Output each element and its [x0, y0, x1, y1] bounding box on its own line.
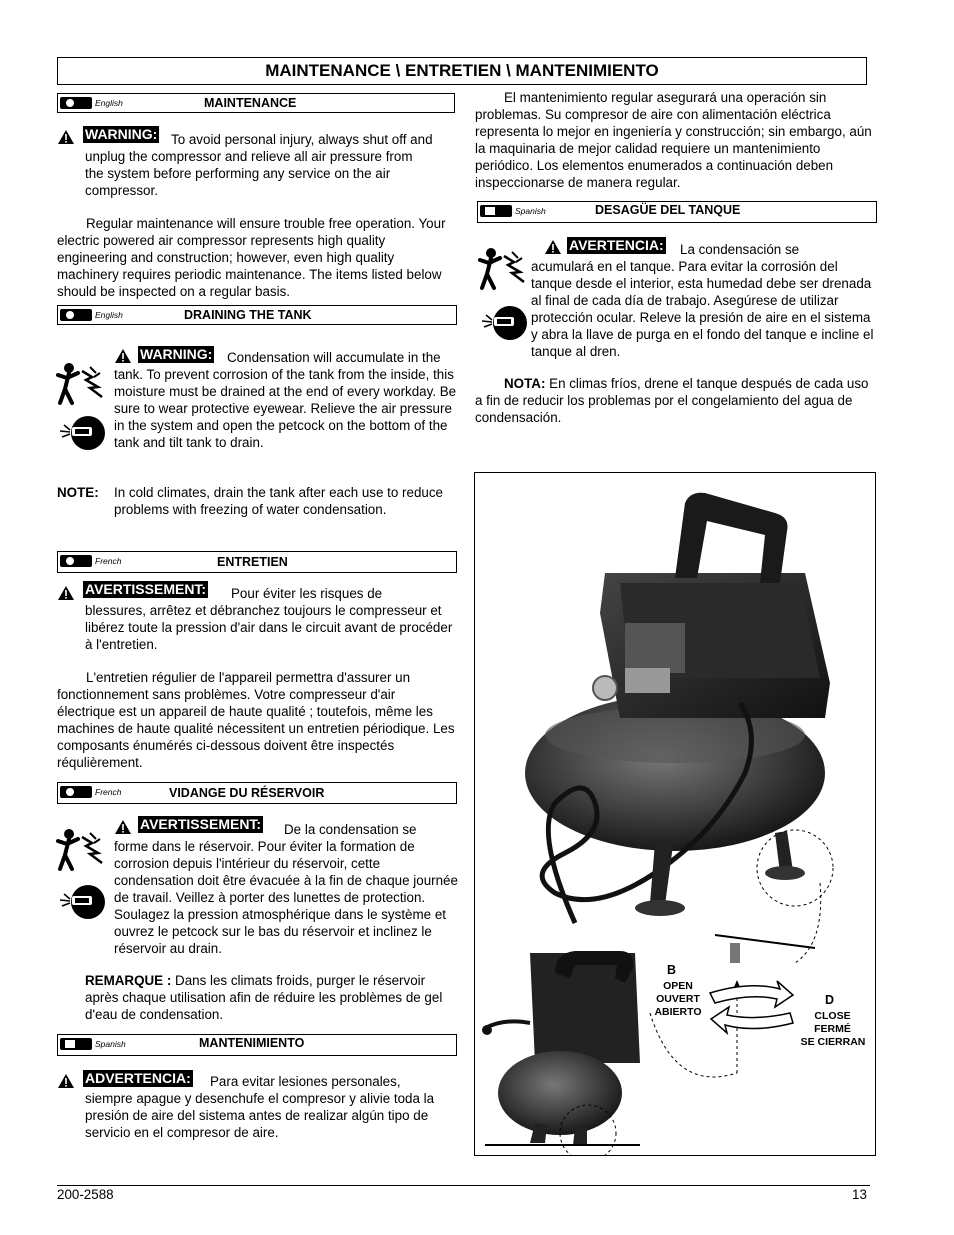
- document-number: 200-2588: [57, 1187, 114, 1202]
- warning-triangle-icon: [57, 129, 75, 145]
- section-header-desague: [477, 201, 877, 223]
- section-title: MAINTENANCE: [204, 96, 297, 110]
- section-header-mantenimiento: [57, 1034, 457, 1056]
- warning-triangle-icon: [57, 585, 75, 601]
- electric-shock-pictogram-icon: [56, 361, 106, 407]
- section-header-entretien: [57, 551, 457, 573]
- nota-text: En climas fríos, drene el tanque después de cada uso a fin de reducir los problemas por el congelamiento del agua de condensación.: [475, 376, 869, 425]
- avertissement-label: AVERTISSEMENT:: [85, 581, 207, 597]
- page-number: 13: [852, 1187, 867, 1202]
- warning-triangle-icon: [57, 1073, 75, 1089]
- label-d: D: [825, 993, 835, 1007]
- remarque-text: Dans les climats froids, purger le réservoir après chaque utilisation afin de réduire les problèmes de gel d'eau de condensation.: [85, 973, 443, 1022]
- label-ferme: FERMÉ: [814, 1023, 851, 1035]
- nota-label: NOTA:: [504, 376, 546, 391]
- section-title: MANTENIMIENTO: [199, 1036, 305, 1050]
- label-se-cierran: SE CIERRAN: [800, 1036, 866, 1048]
- section-header-draining: [57, 305, 457, 325]
- warning-triangle-icon: [114, 348, 132, 364]
- warning-text-first-line: To avoid personal injury, always shut off and: [171, 132, 433, 147]
- label-b: B: [667, 963, 677, 977]
- warning-text-first-line: Condensation will accumulate in the: [227, 350, 441, 365]
- warning-text: unplug the compressor and relieve all air pressure from the system before performing any service on the air compressor.: [85, 149, 413, 198]
- warning-triangle-icon: [114, 819, 132, 835]
- avertencia-label: AVERTENCIA:: [569, 237, 664, 253]
- warning-label: WARNING:: [140, 346, 213, 362]
- section-header-vidange: [57, 782, 457, 804]
- eye-protection-pictogram-icon: [58, 882, 106, 922]
- warning-text: tank. To prevent corrosion of the tank from the inside, this moisture must be drained at the end of every workday. Be sure to wear protective eyewear. Relieve the air pressure in the system and open the petcock on the bottom of the tank and tilt tank to drain.: [114, 367, 457, 450]
- warning-text: blessures, arrêtez et débranchez toujours le compresseur et libérez toute la pression d'air dans le circuit avant de procéder à l'entretien.: [85, 603, 453, 652]
- label-ouvert: OUVERT: [656, 993, 700, 1005]
- french-tab-icon: French: [60, 786, 120, 798]
- warning-text-first-line: De la condensation se: [284, 822, 417, 837]
- warning-text: siempre apague y desenchufe el compresor y alivie toda la presión de aire del sistema antes de realizar algún tipo de servicio en el compresor de aire.: [85, 1091, 435, 1140]
- label-abierto: ABIERTO: [654, 1006, 702, 1018]
- note-text: In cold climates, drain the tank after each use to reduce problems with freezing of water condensation.: [114, 485, 443, 517]
- electric-shock-pictogram-icon: [478, 246, 528, 292]
- eye-protection-pictogram-icon: [480, 303, 528, 343]
- remarque-label: REMARQUE :: [85, 973, 172, 988]
- section-title: ENTRETIEN: [217, 555, 288, 569]
- section-title: DESAGÜE DEL TANQUE: [595, 203, 741, 217]
- section-title: VIDANGE DU RÉSERVOIR: [169, 786, 325, 800]
- remarque-paragraph: [85, 972, 450, 1023]
- maintenance-paragraph: Regular maintenance will ensure trouble free operation. Your electric powered air compressor represents high quality engineering and construction; however, even high quality machinery requires periodic maintenance. The items listed below should be inspected on a regular basis.: [57, 216, 446, 299]
- label-close: CLOSE: [814, 1010, 851, 1022]
- note-label: NOTE:: [57, 485, 99, 500]
- warning-text-first-line: La condensación se: [680, 242, 800, 257]
- warning-label: WARNING:: [85, 126, 158, 142]
- english-tab-icon: English: [60, 97, 120, 109]
- section-title: DRAINING THE TANK: [184, 308, 312, 322]
- compressor-figure: [474, 472, 876, 1156]
- warning-text: acumulará en el tanque. Para evitar la corrosión del tanque desde el interior, esta humedad debe ser drenada al final de cada día de trabajo. Asegúrese de utilizar protección ocular. Releve la presión de aire en el sistema y abra la llave de purga en el fondo del tanque e incline el tanque al dren.: [531, 259, 874, 359]
- label-open: OPEN: [663, 980, 693, 992]
- avertissement-label: AVERTISSEMENT:: [140, 816, 262, 832]
- warning-triangle-icon: [544, 239, 562, 255]
- nota-paragraph: [475, 375, 873, 426]
- section-header-maintenance: [57, 93, 455, 113]
- warning-text-first-line: Para evitar lesiones personales,: [210, 1074, 401, 1089]
- eye-protection-pictogram-icon: [58, 413, 106, 453]
- warning-text-first-line: Pour éviter les risques de: [231, 586, 383, 601]
- electric-shock-pictogram-icon: [56, 827, 106, 873]
- entretien-paragraph: L'entretien régulier de l'appareil permettra d'assurer un fonctionnement sans problèmes. Votre compresseur d'air électrique est un appareil de haute qualité ; toutefois, même les machines de haute qualité nécessitent un entretien périodique. Les composants énumérés ci-dessous doivent être inspectés réqulièrement.: [57, 670, 455, 770]
- page-title: MAINTENANCE \ ENTRETIEN \ MANTENIMIENTO: [57, 57, 867, 85]
- spanish-tab-icon: Spanish: [60, 1038, 120, 1050]
- advertencia-label: ADVERTENCIA:: [85, 1070, 191, 1086]
- footer-rule: [57, 1185, 870, 1186]
- english-tab-icon: English: [60, 309, 120, 321]
- mantenimiento-paragraph: El mantenimiento regular asegurará una operación sin problemas. Su compresor de aire con alimentación eléctrica representa lo mejor en ingeniería y construcción; sin embargo, aún la maquinaria de mejor calidad requiere un mantenimiento periódico. Los elementos enumerados a continuación deben inspeccionarse de manera regular.: [475, 90, 872, 190]
- french-tab-icon: French: [60, 555, 120, 567]
- spanish-tab-icon: Spanish: [480, 205, 540, 217]
- warning-text: forme dans le réservoir. Pour éviter la formation de corrosion depuis l'intérieur du réservoir, cette condensation doit être évacuée à la fin de chaque journée de travail. Veillez à porter des lunettes de protection. Soulagez la pression atmosphérique dans le système et ouvrez le petcock sur le bas du réservoir et inclinez le réservoir au drain.: [114, 839, 458, 956]
- air-compressor-illustration: [475, 473, 875, 1155]
